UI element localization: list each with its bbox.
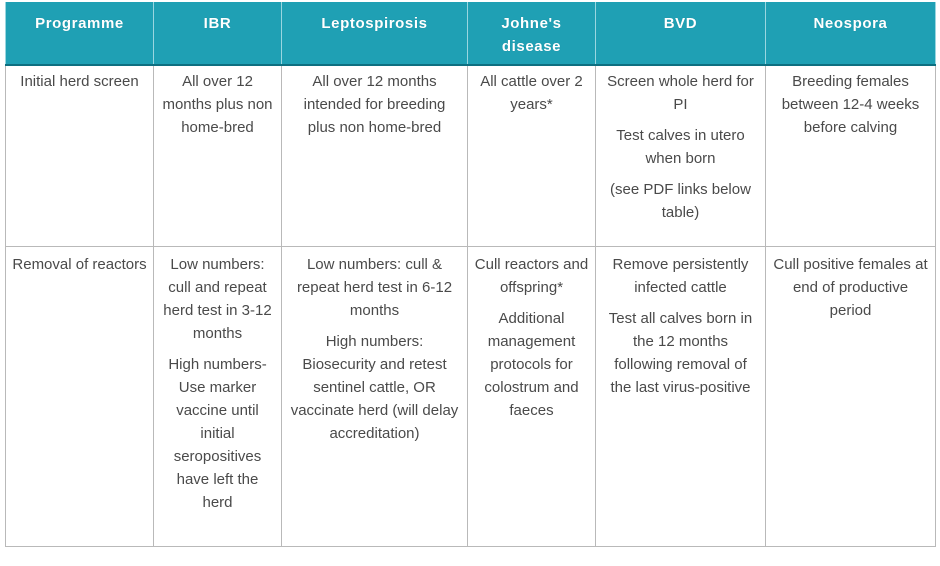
cell-johnes-initial-screen — [468, 65, 596, 246]
cell-text: High numbers: Biosecurity and retest sentinel cattle, OR vaccinate herd (will delay accreditation) — [290, 332, 459, 442]
cell-text: High numbers- Use marker vaccine until initial seropositives have left the herd — [168, 355, 267, 511]
header-leptospirosis: Leptospirosis — [282, 2, 468, 65]
table-row-initial-herd-screen — [6, 65, 936, 246]
header-row — [6, 2, 936, 65]
cell-text: Low numbers: cull and repeat herd test in 3-12 months — [163, 255, 272, 342]
cell-bvd-initial-screen — [596, 65, 766, 246]
row-label-initial-herd-screen — [6, 65, 154, 246]
cell-text: Screen whole herd for PI — [607, 73, 754, 113]
header-johnes-disease: Johne's disease — [468, 2, 596, 65]
cell-bvd-removal — [596, 246, 766, 546]
programme-table — [5, 2, 936, 547]
row-label-text: Removal of reactors — [12, 255, 147, 273]
cell-text: Remove persistently infected cattle — [612, 255, 749, 296]
cell-neospora-removal — [766, 246, 936, 546]
cell-text: Low numbers: cull & repeat herd test in 6-12 months — [296, 255, 453, 319]
cell-text: All cattle over 2 years* — [480, 73, 583, 113]
cell-neospora-initial-screen — [766, 65, 936, 246]
cell-text: All over 12 months intended for breeding plus non home-bred — [303, 73, 446, 136]
header-bvd: BVD — [596, 2, 766, 65]
cell-johnes-removal — [468, 246, 596, 546]
cell-ibr-initial-screen — [154, 65, 282, 246]
cell-text: Test calves in utero when born — [616, 127, 745, 167]
header-programme: Programme — [6, 2, 154, 65]
cell-ibr-removal — [154, 246, 282, 546]
cell-leptospirosis-removal — [282, 246, 468, 546]
header-ibr: IBR — [154, 2, 282, 65]
cell-text: Cull reactors and offspring* — [474, 255, 589, 296]
row-label-text: Initial herd screen — [20, 73, 139, 90]
cell-text: (see PDF links below table) — [610, 181, 751, 221]
cell-text: Test all calves born in the 12 months following removal of the last virus-positive — [608, 309, 753, 396]
cell-text: Additional management protocols for colostrum and faeces — [484, 309, 579, 419]
table-row-removal-of-reactors — [6, 246, 936, 546]
row-label-removal-of-reactors — [6, 246, 154, 546]
cell-text: All over 12 months plus non home-bred — [162, 73, 273, 136]
cell-leptospirosis-initial-screen — [282, 65, 468, 246]
cell-text: Cull positive females at end of productive period — [773, 255, 928, 319]
cell-text: Breeding females between 12-4 weeks before calving — [781, 73, 920, 136]
header-neospora: Neospora — [766, 2, 936, 65]
